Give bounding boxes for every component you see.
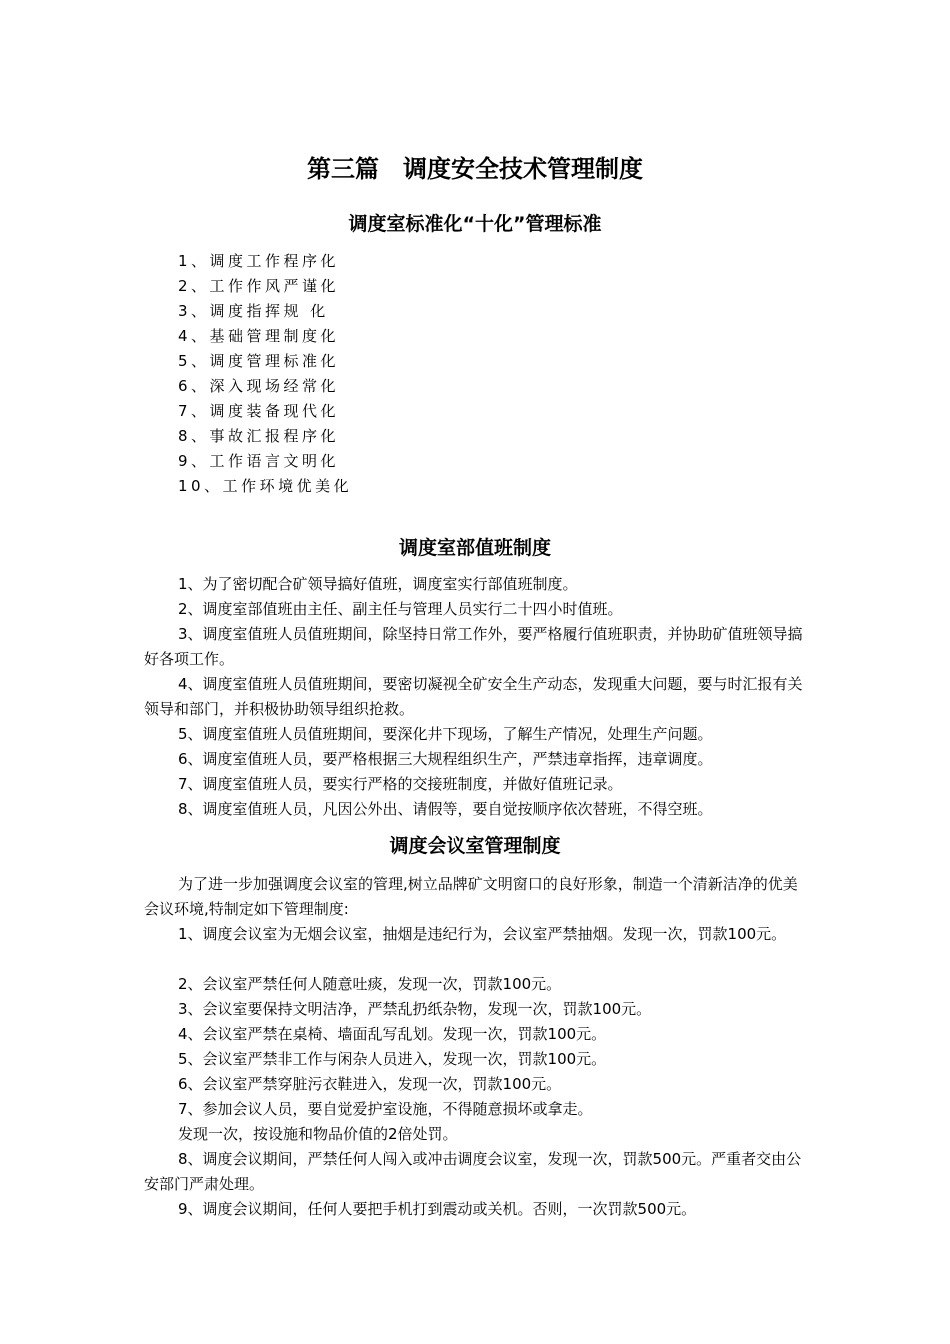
meeting-paragraph: 7、参加会议人员，要自觉爱护室设施，不得随意损坏或拿走。 bbox=[178, 1100, 593, 1118]
list-item: 1、调度工作程序化 bbox=[178, 252, 340, 270]
list-item: 7、调度装备现代化 bbox=[178, 402, 340, 420]
meeting-paragraph: 4、会议室严禁在桌椅、墙面乱写乱划。发现一次，罚款100元。 bbox=[178, 1025, 607, 1043]
meeting-paragraph: 1、调度会议室为无烟会议室，抽烟是违纪行为，会议室严禁抽烟。发现一次，罚款100元。 bbox=[178, 925, 787, 943]
meeting-paragraph: 发现一次，按设施和物品价值的2倍处罚。 bbox=[178, 1125, 458, 1143]
list-item: 2、工作作风严谨化 bbox=[178, 277, 340, 295]
list-item: 9、工作语言文明化 bbox=[178, 452, 340, 470]
standards-list bbox=[178, 249, 352, 499]
meeting-paragraph: 6、会议室严禁穿脏污衣鞋进入，发现一次，罚款100元。 bbox=[178, 1075, 562, 1093]
section-heading-standards: 调度室标准化“十化”管理标准 bbox=[348, 213, 602, 235]
duty-paragraph: 3、调度室值班人员值班期间，除坚持日常工作外，要严格履行值班职责，并协助矿值班领导搞好各项工作。 bbox=[144, 625, 803, 668]
duty-paragraph: 1、为了密切配合矿领导搞好值班，调度室实行部值班制度。 bbox=[178, 575, 578, 593]
list-item: 3、调度指挥规 化 bbox=[178, 302, 329, 320]
meeting-paragraph: 为了进一步加强调度会议室的管理,树立品牌矿文明窗口的良好形象，制造一个清新洁净的优美会议环境,特制定如下管理制度: bbox=[144, 875, 798, 918]
list-item: 4、基础管理制度化 bbox=[178, 327, 340, 345]
list-item: 5、调度管理标准化 bbox=[178, 352, 340, 370]
meeting-paragraph: 8、调度会议期间，严禁任何人闯入或冲击调度会议室，发现一次，罚款500元。严重者交由公安部门严肃处理。 bbox=[144, 1150, 802, 1193]
duty-paragraph: 8、调度室值班人员，凡因公外出、请假等，要自觉按顺序依次替班，不得空班。 bbox=[178, 800, 713, 818]
meeting-paragraph: 3、会议室要保持文明洁净，严禁乱扔纸杂物，发现一次，罚款100元。 bbox=[178, 1000, 652, 1018]
section-heading-meeting-room: 调度会议室管理制度 bbox=[389, 835, 561, 857]
duty-paragraph: 2、调度室部值班由主任、副主任与管理人员实行二十四小时值班。 bbox=[178, 600, 623, 618]
duty-paragraph: 4、调度室值班人员值班期间，要密切凝视全矿安全生产动态，发现重大问题，要与时汇报有关领导和部门，并积极协助领导组织抢救。 bbox=[144, 675, 803, 718]
list-item: 10、工作环境优美化 bbox=[178, 477, 353, 495]
list-item: 8、事故汇报程序化 bbox=[178, 427, 340, 445]
duty-paragraph: 7、调度室值班人员，要实行严格的交接班制度，并做好值班记录。 bbox=[178, 775, 623, 793]
meeting-paragraph: 2、会议室严禁任何人随意吐痰，发现一次，罚款100元。 bbox=[178, 975, 562, 993]
meeting-paragraph: 5、会议室严禁非工作与闲杂人员进入，发现一次，罚款100元。 bbox=[178, 1050, 607, 1068]
section-heading-duty: 调度室部值班制度 bbox=[398, 537, 551, 559]
duty-paragraph: 6、调度室值班人员，要严格根据三大规程组织生产，严禁违章指挥，违章调度。 bbox=[178, 750, 713, 768]
duty-paragraph: 5、调度室值班人员值班期间，要深化井下现场，了解生产情况，处理生产问题。 bbox=[178, 725, 713, 743]
page-title: 第三篇 调度安全技术管理制度 bbox=[307, 155, 643, 183]
meeting-paragraph: 9、调度会议期间，任何人要把手机打到震动或关机。否则，一次罚款500元。 bbox=[178, 1200, 697, 1218]
list-item: 6、深入现场经常化 bbox=[178, 377, 340, 395]
